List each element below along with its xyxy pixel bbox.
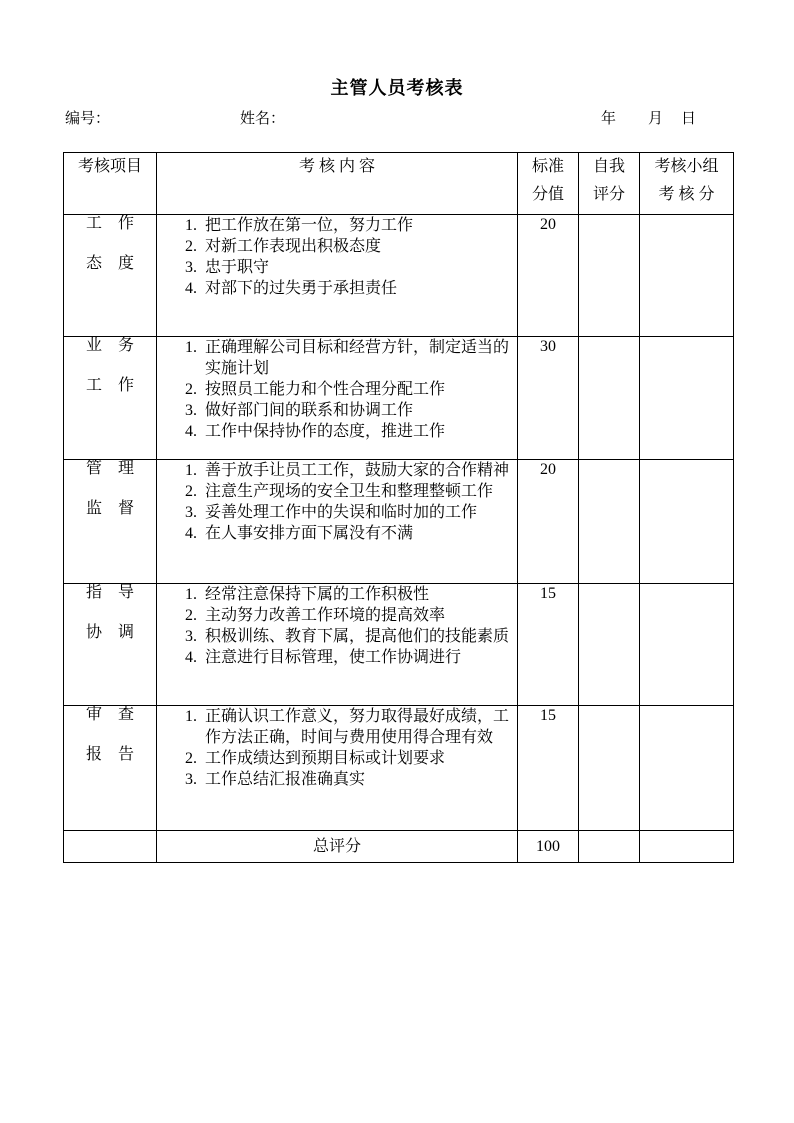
list-item xyxy=(157,502,517,523)
content-cell xyxy=(157,215,518,337)
item-number: 4. xyxy=(185,280,197,297)
item-text: 做好部门间的联系和协调工作 xyxy=(205,402,414,419)
item-text: 主动努力改善工作环境的提高效率 xyxy=(205,607,446,624)
category-label: 业 务 xyxy=(85,337,134,354)
item-text: 按照员工能力和个性合理分配工作 xyxy=(205,381,446,398)
table-row-work-attitude xyxy=(64,215,734,337)
item-number: 3. xyxy=(185,628,197,645)
item-number: 3. xyxy=(185,771,197,788)
item-number: 3. xyxy=(185,259,197,276)
table-row-review-report xyxy=(64,706,734,831)
item-text: 工作总结汇报准确真实 xyxy=(205,771,366,788)
col-header-self-score: 自我 评分 xyxy=(579,153,640,215)
month-label: 月 xyxy=(648,111,664,127)
item-number: 4. xyxy=(185,649,197,666)
item-text: 注意进行目标管理，使工作协调进行 xyxy=(205,649,462,666)
table-row-management-supervision xyxy=(64,460,734,584)
list-item xyxy=(157,400,517,421)
col-header-content-label: 考 核 内 容 xyxy=(298,158,375,175)
list-item xyxy=(157,523,517,544)
list-item xyxy=(157,337,517,379)
category-label: 协 调 xyxy=(85,624,134,641)
item-text: 在人事安排方面下属没有不满 xyxy=(205,525,414,542)
item-number: 1. xyxy=(185,586,197,603)
table-row-business-work xyxy=(64,337,734,460)
category-cell xyxy=(64,460,157,584)
year-label: 年 xyxy=(601,111,617,127)
item-number: 1. xyxy=(185,217,197,234)
self-score-cell xyxy=(579,460,640,584)
item-number: 3. xyxy=(185,504,197,521)
list-item xyxy=(157,769,517,790)
category-label: 报 告 xyxy=(85,746,134,763)
list-item xyxy=(157,626,517,647)
total-row xyxy=(64,831,734,863)
category-cell xyxy=(64,215,157,337)
category-cell xyxy=(64,584,157,706)
total-empty-cell xyxy=(64,831,157,863)
item-text: 经常注意保持下属的工作积极性 xyxy=(205,586,430,603)
item-number: 4. xyxy=(185,525,197,542)
item-number: 2. xyxy=(185,607,197,624)
content-cell xyxy=(157,706,518,831)
category-cell xyxy=(64,337,157,460)
group-score-cell xyxy=(640,460,734,584)
item-number: 4. xyxy=(185,423,197,440)
content-cell xyxy=(157,460,518,584)
list-item xyxy=(157,460,517,481)
table-row-guidance-coordination xyxy=(64,584,734,706)
list-item xyxy=(157,706,517,748)
item-text: 积极训练、教育下属，提高他们的技能素质 xyxy=(205,628,510,645)
item-text: 注意生产现场的安全卫生和整理整顿工作 xyxy=(205,483,494,500)
category-label: 审 查 xyxy=(85,706,134,723)
standard-score-cell: 20 xyxy=(518,215,579,337)
item-text: 妥善处理工作中的失误和临时加的工作 xyxy=(205,504,478,521)
item-text: 对部下的过失勇于承担责任 xyxy=(205,280,398,297)
standard-score-cell: 15 xyxy=(518,706,579,831)
self-score-cell xyxy=(579,706,640,831)
standard-score-cell: 15 xyxy=(518,584,579,706)
item-number: 1. xyxy=(185,708,197,725)
col-header-item-label: 考核项目 xyxy=(77,158,142,175)
standard-score-cell: 20 xyxy=(518,460,579,584)
list-item xyxy=(157,748,517,769)
category-label: 管 理 xyxy=(85,460,134,477)
self-score-cell xyxy=(579,584,640,706)
list-item xyxy=(157,605,517,626)
total-self-score xyxy=(579,831,640,863)
page-title: 主管人员考核表 xyxy=(330,78,464,98)
list-item xyxy=(157,257,517,278)
list-item xyxy=(157,215,517,236)
group-score-cell xyxy=(640,584,734,706)
list-item xyxy=(157,236,517,257)
self-score-cell xyxy=(579,337,640,460)
category-label: 工 作 xyxy=(85,377,134,394)
item-text: 善于放手让员工工作，鼓励大家的合作精神 xyxy=(205,462,510,479)
header-row xyxy=(64,153,734,215)
item-number: 2. xyxy=(185,238,197,255)
content-cell xyxy=(157,337,518,460)
assessment-table xyxy=(63,152,734,863)
item-text: 正确理解公司目标和经营方针，制定适当的实施计划 xyxy=(205,339,510,377)
content-cell xyxy=(157,584,518,706)
standard-score-cell: 30 xyxy=(518,337,579,460)
col-header-item xyxy=(64,153,157,215)
item-text: 正确认识工作意义，努力取得最好成绩，工作方法正确，时间与费用使用得合理有效 xyxy=(205,708,510,746)
category-label: 监 督 xyxy=(85,500,134,517)
number-label: 编号： xyxy=(65,111,111,127)
item-text: 工作成绩达到预期目标或计划要求 xyxy=(205,750,446,767)
item-text: 忠于职守 xyxy=(205,259,270,276)
total-standard-score: 100 xyxy=(518,831,579,863)
day-label: 日 xyxy=(681,111,697,127)
category-label: 指 导 xyxy=(85,584,134,601)
item-number: 1. xyxy=(185,339,197,356)
item-text: 把工作放在第一位，努力工作 xyxy=(205,217,414,234)
self-score-cell xyxy=(579,215,640,337)
list-item xyxy=(157,647,517,668)
item-number: 3. xyxy=(185,402,197,419)
total-label: 总评分 xyxy=(157,831,518,863)
list-item xyxy=(157,421,517,442)
category-label: 工 作 xyxy=(85,215,134,232)
category-label: 态 度 xyxy=(85,255,134,272)
list-item xyxy=(157,481,517,502)
name-label: 姓名： xyxy=(240,111,286,127)
item-number: 2. xyxy=(185,750,197,767)
meta-row xyxy=(0,107,794,129)
col-header-content xyxy=(157,153,518,215)
list-item xyxy=(157,584,517,605)
group-score-cell xyxy=(640,215,734,337)
list-item xyxy=(157,379,517,400)
group-score-cell xyxy=(640,337,734,460)
item-text: 工作中保持协作的态度，推进工作 xyxy=(205,423,446,440)
col-header-group-score: 考核小组 考 核 分 xyxy=(640,153,734,215)
col-header-standard-score: 标准 分值 xyxy=(518,153,579,215)
group-score-cell xyxy=(640,706,734,831)
list-item xyxy=(157,278,517,299)
item-number: 1. xyxy=(185,462,197,479)
item-number: 2. xyxy=(185,483,197,500)
item-text: 对新工作表现出积极态度 xyxy=(205,238,382,255)
category-cell xyxy=(64,706,157,831)
item-number: 2. xyxy=(185,381,197,398)
total-group-score xyxy=(640,831,734,863)
